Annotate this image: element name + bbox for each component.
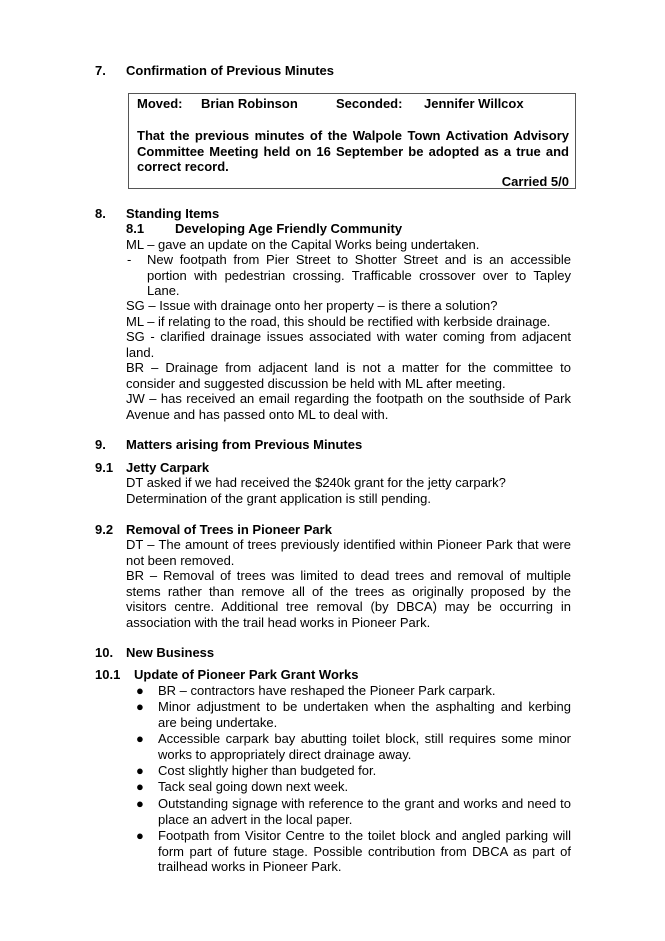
bullet-icon: ●	[136, 683, 144, 698]
section-7-title: Confirmation of Previous Minutes	[126, 63, 335, 78]
bullet-icon: ●	[136, 779, 144, 794]
list-item: BR – contractors have reshaped the Pioneer Park carpark.	[158, 683, 496, 698]
section-9-number: 9.	[95, 437, 106, 452]
section-10-1-number: 10.1	[95, 667, 121, 682]
list-item: Tack seal going down next week.	[158, 779, 349, 794]
section-9-1-title: Jetty Carpark	[126, 460, 210, 475]
section-8-1-number: 8.1	[126, 221, 145, 236]
trees-br-comment: BR – Removal of trees was limited to dead trees and removal of multiple stems rather than remove all of the trees as originally proposed by the visitors centre. Additional tree removal (by DBCA) may be occurring in association with the trail head works in Pioneer Park.	[126, 568, 571, 630]
list-item: Cost slightly higher than budgeted for.	[158, 763, 377, 778]
jw-comment: JW – has received an email regarding the footpath on the southside of Park Avenue and has passed onto ML to deal with.	[126, 391, 571, 422]
sg-clarification: SG - clarified drainage issues associated with water coming from adjacent land.	[126, 329, 571, 360]
br-comment: BR – Drainage from adjacent land is not a matter for the committee to consider and suggested discussion be held with ML after meeting.	[126, 360, 571, 391]
resolution-text: That the previous minutes of the Walpole Town Activation Advisory Committee Meeting held on 16 September be adopted as a true and correct record.	[137, 128, 569, 174]
section-9-2-title: Removal of Trees in Pioneer Park	[126, 522, 332, 537]
carried-result: Carried 5/0	[501, 174, 569, 189]
list-item: Minor adjustment to be undertaken when the asphalting and kerbing are being undertake.	[158, 699, 571, 730]
jetty-status: Determination of the grant application is still pending.	[126, 491, 431, 506]
seconded-name: Jennifer Willcox	[424, 96, 524, 111]
list-item: Outstanding signage with reference to the grant and works and need to place an advert in the local paper.	[158, 796, 571, 827]
footpath-note: New footpath from Pier Street to Shotter Street and is an accessible portion with pedestrian crossing. Trafficable crossover over to Tapley Lane.	[147, 252, 571, 298]
bullet-icon: ●	[136, 699, 144, 714]
list-item: Accessible carpark bay abutting toilet block, still requires some minor works to appropriately direct drainage away.	[158, 731, 571, 762]
section-9-2-number: 9.2	[95, 522, 114, 537]
sg-issue: SG – Issue with drainage onto her property – is there a solution?	[126, 298, 498, 313]
bullet-icon: ●	[136, 731, 144, 746]
bullet-icon: ●	[136, 828, 144, 843]
section-7-number: 7.	[95, 63, 106, 78]
seconded-label: Seconded:	[336, 96, 403, 111]
section-8-title: Standing Items	[126, 206, 220, 221]
jetty-question: DT asked if we had received the $240k grant for the jetty carpark?	[126, 475, 506, 490]
section-8-number: 8.	[95, 206, 106, 221]
section-10-number: 10.	[95, 645, 114, 660]
trees-dt-comment: DT – The amount of trees previously identified within Pioneer Park that were not been removed.	[126, 537, 571, 568]
section-10-title: New Business	[126, 645, 215, 660]
moved-label: Moved:	[137, 96, 183, 111]
ml-update: ML – gave an update on the Capital Works being undertaken.	[126, 237, 480, 252]
bullet-icon: ●	[136, 763, 144, 778]
list-item: Footpath from Visitor Centre to the toilet block and angled parking will form part of future stage. Possible contribution from DBCA as part of trailhead works in Pioneer Park.	[158, 828, 571, 874]
motion-box	[128, 93, 576, 189]
section-8-1-title: Developing Age Friendly Community	[175, 221, 403, 236]
moved-name: Brian Robinson	[201, 96, 298, 111]
section-10-1-title: Update of Pioneer Park Grant Works	[134, 667, 359, 682]
section-9-title: Matters arising from Previous Minutes	[126, 437, 363, 452]
bullet-icon: ●	[136, 796, 144, 811]
ml-response: ML – if relating to the road, this should be rectified with kerbside drainage.	[126, 314, 551, 329]
section-9-1-number: 9.1	[95, 460, 114, 475]
dash-marker: -	[127, 252, 132, 267]
